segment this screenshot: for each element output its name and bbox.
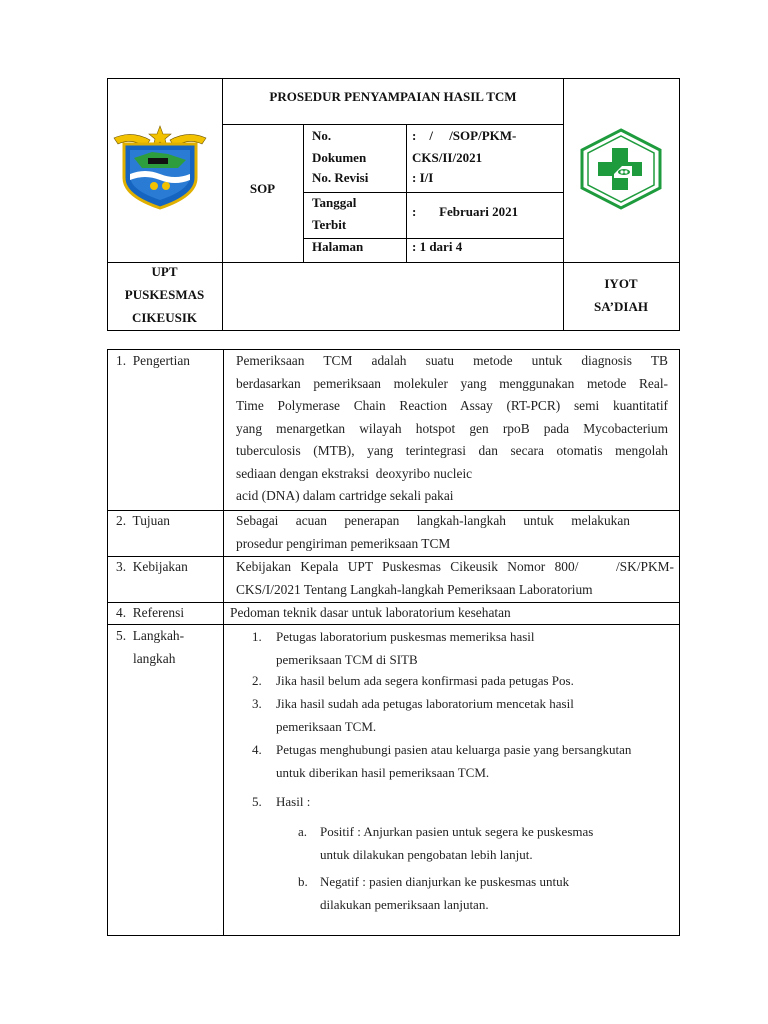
tanggal-terbit-value: : Februari 2021 [412,204,519,219]
label-referensi: 4. Referensi [116,605,185,620]
list-item: 1. Petugas laboratorium puskesmas memeriksa hasil pemeriksaan TCM di SITB [252,629,535,667]
regency-emblem-icon [112,124,208,210]
no-revisi-label: No. Revisi [312,170,369,185]
list-item: 3. Jika hasil sudah ada petugas laboratorium mencetak hasil pemeriksaan TCM. [252,696,574,734]
label-pengertian: 1. Pengertian [116,353,191,368]
list-item: a. Positif : Anjurkan pasien untuk segera ke puskesmas untuk dilakukan pengobatan lebih lanjut. [298,824,594,862]
sop-label: SOP [249,181,276,196]
no-dokumen-value: : / /SOP/PKM- CKS/II/2021 [412,128,517,165]
label-kebijakan: 3. Kebijakan [116,559,188,574]
signer-name: IYOT SA’DIAH [594,276,648,314]
halaman-value: : 1 dari 4 [412,239,463,254]
list-item: 4. Petugas menghubungi pasien atau keluarga pasie yang bersangkutan untuk diberikan hasil pemeriksaan TCM. [252,742,632,780]
text-kebijakan: Kebijakan Kepala UPT Puskesmas Cikeusik Nomor 800/ /SK/PKM- CKS/I/2021 Tentang Langkah-langkah Pemeriksaan Laboratorium [236,559,674,597]
langkah-list [248,625,674,916]
text-pengertian: Pemeriksaan TCM adalah suatu metode untuk diagnosis TB berdasarkan pemeriksaan molekuler yang menggunakan metode Real- Time Polymerase Chain Reaction Assay (RT-PCR) semi kuantitatif yang menargetkan wilayah hotspot gen rpoB pada Mycobacterium tuberculosis (MTB), yang terintegrasi dan secara otomatis mengolah sediaan dengan ekstraksi deoxyribo nucleic acid (DNA) dalam cartridge sekali pakai [236,353,668,503]
sub-list [248,820,674,916]
text-referensi: Pedoman teknik dasar untuk laboratorium kesehatan [230,605,511,620]
text-tujuan: Sebagai acuan penerapan langkah-langkah untuk melakukan prosedur pengiriman pemeriksaan TCM [236,513,630,551]
list-item: 2. Jika hasil belum ada segera konfirmasi pada petugas Pos. [252,673,574,688]
no-revisi-value: : I/I [412,170,434,185]
puskesmas-logo-icon [578,128,664,210]
document-title: PROSEDUR PENYAMPAIAN HASIL TCM [269,89,517,104]
label-tujuan: 2. Tujuan [116,513,170,528]
tanggal-terbit-label: Tanggal Terbit [312,195,357,232]
unit-name: UPT PUSKESMAS CIKEUSIK [124,264,205,325]
list-item: 5. Hasil : [252,794,311,809]
list-item: b. Negatif : pasien dianjurkan ke puskesmas untuk dilakukan pemeriksaan lanjutan. [298,874,570,912]
no-dokumen-label: No. Dokumen [312,128,367,165]
halaman-label: Halaman [312,239,364,254]
label-langkah: 5. Langkah- langkah [116,628,185,666]
